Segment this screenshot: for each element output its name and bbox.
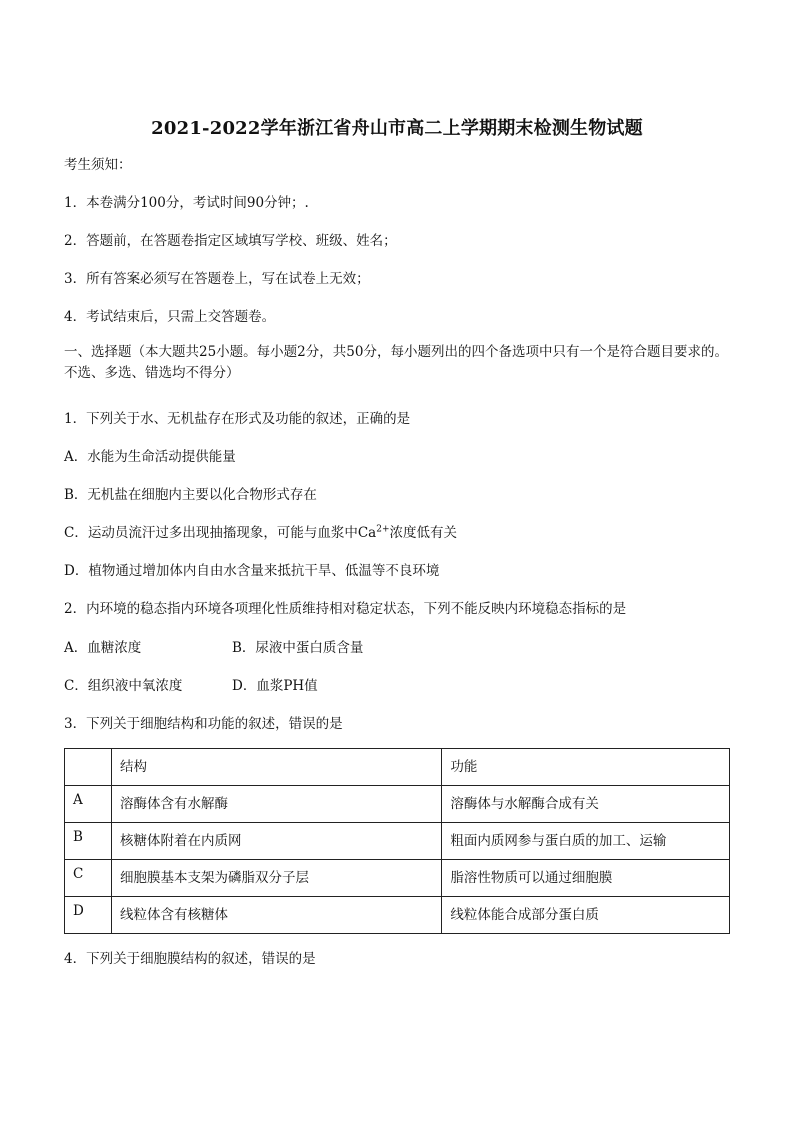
table-header-cell: 功能 xyxy=(442,749,730,786)
table-header-cell xyxy=(65,749,112,786)
table-row xyxy=(65,786,730,823)
q1-option-c-tail: 浓度低有关 xyxy=(389,525,457,541)
table-row xyxy=(65,897,730,934)
q1-option-a: A．水能为生命活动提供能量 xyxy=(64,449,236,465)
section-intro: 一、选择题（本大题共25小题。每小题2分，共50分，每小题列出的四个备选项中只有一个是符合题目要求的。不选、多选、错选均不得分） xyxy=(64,344,728,381)
q1-option-c-superscript: 2+ xyxy=(376,524,390,535)
q2-option-a: A．血糖浓度 xyxy=(64,640,142,656)
notice-heading: 考生须知： xyxy=(64,157,132,173)
notice-item-2: 2．答题前，在答题卷指定区域填写学校、班级、姓名； xyxy=(64,233,397,249)
q1-stem: 1．下列关于水、无机盐存在形式及功能的叙述，正确的是 xyxy=(64,411,411,427)
q2-option-c: C．组织液中氧浓度 xyxy=(64,678,183,694)
table-cell: 粗面内质网参与蛋白质的加工、运输 xyxy=(442,823,730,860)
q1-option-c-text: C．运动员流汗过多出现抽搐现象，可能与血浆中Ca xyxy=(64,525,377,541)
table-cell: 溶酶体与水解酶合成有关 xyxy=(442,786,730,823)
table-row xyxy=(65,860,730,897)
table-cell: C xyxy=(65,860,112,897)
q2-option-d: D．血浆PH值 xyxy=(232,678,318,694)
q3-stem: 3．下列关于细胞结构和功能的叙述，错误的是 xyxy=(64,716,343,732)
table-cell: 线粒体能合成部分蛋白质 xyxy=(442,897,730,934)
table-cell: 脂溶性物质可以通过细胞膜 xyxy=(442,860,730,897)
table-cell: A xyxy=(65,786,112,823)
table-header-row xyxy=(65,749,730,786)
table-header-cell: 结构 xyxy=(111,749,441,786)
table-cell: 细胞膜基本支架为磷脂双分子层 xyxy=(111,860,441,897)
table-cell: 溶酶体含有水解酶 xyxy=(111,786,441,823)
notice-item-3: 3．所有答案必须写在答题卷上，写在试卷上无效； xyxy=(64,271,370,287)
q1-option-b: B．无机盐在细胞内主要以化合物形式存在 xyxy=(64,487,317,503)
table-cell: D xyxy=(65,897,112,934)
q4-stem: 4．下列关于细胞膜结构的叙述，错误的是 xyxy=(64,951,316,967)
notice-item-4: 4．考试结束后，只需上交答题卷。 xyxy=(64,309,276,325)
table-cell: B xyxy=(65,823,112,860)
q1-option-d: D．植物通过增加体内自由水含量来抵抗干旱、低温等不良环境 xyxy=(64,563,440,579)
notice-item-1: 1．本卷满分100分，考试时间90分钟；. xyxy=(64,195,309,211)
q3-table xyxy=(64,748,730,934)
q2-stem: 2．内环境的稳态指内环境各项理化性质维持相对稳定状态，下列不能反映内环境稳态指标的是 xyxy=(64,601,627,617)
table-cell: 线粒体含有核糖体 xyxy=(111,897,441,934)
q2-option-b: B．尿液中蛋白质含量 xyxy=(232,640,364,656)
page-title: 2021-2022学年浙江省舟山市高二上学期期末检测生物试题 xyxy=(151,118,643,139)
table-cell: 核糖体附着在内质网 xyxy=(111,823,441,860)
q1-option-c xyxy=(64,521,457,541)
table-row xyxy=(65,823,730,860)
